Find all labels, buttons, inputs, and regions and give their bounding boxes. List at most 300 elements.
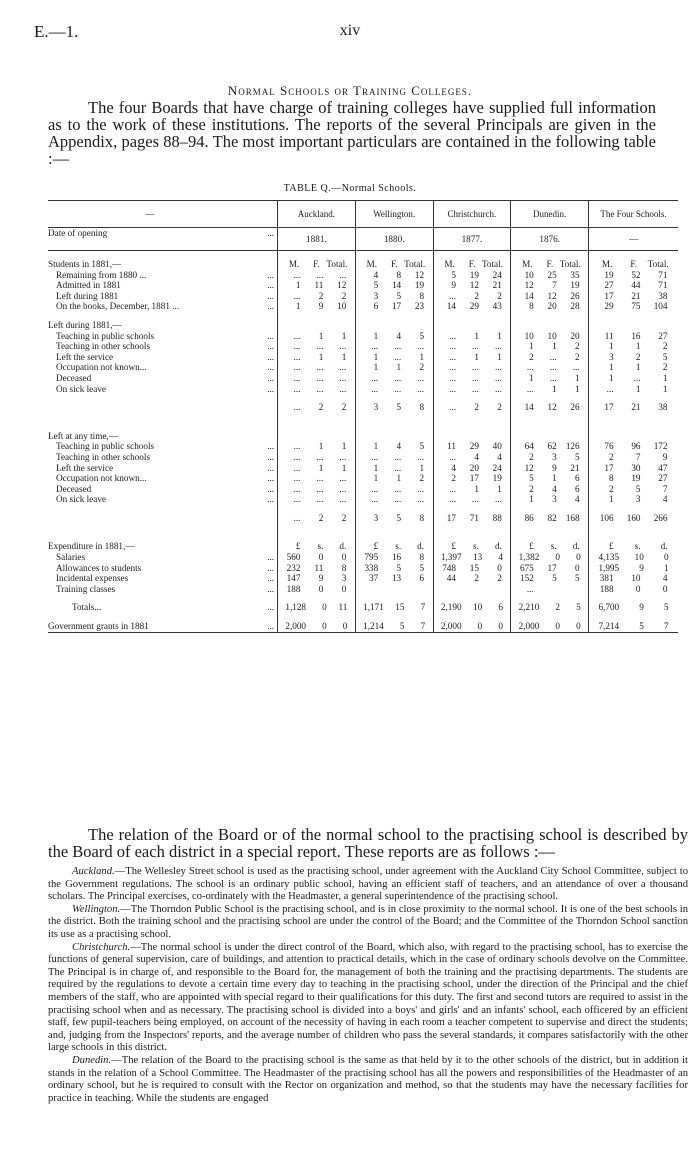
value: 21 (631, 402, 641, 413)
row-label: On the books, December, 1881 ... (56, 301, 180, 312)
value: 1 (608, 494, 614, 505)
value-group (356, 452, 433, 463)
row-label: Occupation not known... (56, 362, 147, 373)
district-name: Christchurch. (72, 941, 131, 953)
value: ... (449, 494, 456, 505)
value: 1,397 (440, 552, 462, 563)
value: 5 (576, 602, 581, 613)
row-dots: ... (267, 473, 274, 484)
value: 29 (469, 441, 479, 452)
value: 14 (391, 280, 402, 291)
district-paragraph (48, 942, 688, 1055)
value-group (511, 452, 588, 463)
row-label: Training classes (56, 583, 116, 594)
value-cell (511, 602, 589, 613)
row-label: Deceased (56, 372, 92, 383)
row-label: On sick leave (56, 383, 107, 394)
value-cell (589, 463, 678, 474)
row-label: On sick leave (56, 494, 107, 505)
row-dots: ... (267, 383, 274, 394)
spacer (511, 312, 589, 320)
value-group (511, 331, 588, 342)
empty-cell (278, 431, 356, 442)
value-group (356, 291, 433, 302)
value: 1 (529, 341, 534, 352)
value-group (511, 280, 588, 291)
value: 5 (575, 451, 580, 462)
spacer (433, 594, 511, 602)
value: 5 (419, 441, 425, 452)
row-dots (252, 402, 278, 413)
value: 17 (604, 290, 614, 301)
value: 5 (399, 621, 405, 632)
value-cell (278, 291, 356, 302)
value-cell (278, 552, 356, 563)
value: 2 (529, 483, 534, 494)
value: ... (417, 483, 425, 494)
value-cell (433, 301, 511, 312)
value-group (434, 384, 511, 395)
value: 1 (373, 462, 379, 473)
value-group (356, 441, 433, 452)
row-label: Left during 1881,— (48, 319, 122, 330)
value: M. (288, 259, 300, 269)
value-cell (355, 541, 433, 552)
value-cell (589, 494, 678, 505)
value: 26 (570, 290, 580, 301)
value: 1 (341, 351, 347, 362)
value: 0 (318, 583, 324, 594)
value-cell (589, 341, 678, 352)
value: 35 (570, 269, 580, 280)
value: 25 (547, 269, 557, 280)
value: ... (293, 341, 301, 352)
students-row (48, 301, 678, 312)
spacer-row (48, 613, 678, 621)
value: 0 (318, 552, 324, 563)
value-group (278, 402, 355, 413)
value: 266 (653, 512, 668, 523)
value-cell (433, 494, 511, 505)
value: 10 (524, 269, 534, 280)
value-cell (355, 362, 433, 373)
spacer (48, 413, 252, 431)
value-group (434, 552, 511, 563)
value: M. (522, 259, 533, 269)
row-dots: ... (267, 301, 274, 312)
value: 10 (547, 330, 557, 341)
value-cell (511, 259, 589, 270)
value-cell (433, 563, 511, 574)
value-group (356, 473, 433, 484)
value-group (356, 602, 433, 613)
value: ... (293, 351, 301, 362)
value: 0 (497, 562, 502, 573)
row-label: Left at any time,— (48, 430, 118, 441)
value-cell (511, 352, 589, 363)
value-cell (278, 473, 356, 484)
value-group (356, 341, 433, 352)
value-group (589, 259, 678, 270)
value-cell (589, 513, 678, 524)
value: s. (395, 541, 402, 552)
value: ... (339, 372, 347, 383)
value-cell (589, 331, 678, 342)
value-group (434, 573, 511, 584)
row-dots: ... (267, 341, 274, 352)
value-cell (278, 484, 356, 495)
value: 0 (322, 602, 327, 613)
value: ... (316, 383, 324, 394)
value-group (434, 621, 511, 632)
leftany-row (48, 473, 678, 484)
value: 19 (604, 269, 614, 280)
spacer (355, 505, 433, 513)
value-group (278, 270, 355, 281)
value-cell (278, 463, 356, 474)
value-cell (278, 513, 356, 524)
value-group (278, 341, 355, 352)
value-group (356, 373, 433, 384)
value: 21 (570, 462, 580, 473)
value-group (511, 473, 588, 484)
students-row (48, 291, 678, 302)
value-cell (433, 602, 511, 613)
value-cell (355, 494, 433, 505)
row-dots (252, 431, 278, 442)
value: 2 (529, 351, 534, 362)
row-label: Government grants in 1881 (48, 621, 252, 632)
value: ... (293, 290, 301, 301)
value: 0 (477, 621, 483, 632)
expenditure-row (48, 563, 678, 574)
left1881-title-row (48, 320, 678, 331)
left1881-row (48, 331, 678, 342)
row-dots: ... (267, 494, 274, 505)
value: 5 (396, 402, 402, 413)
spacer (589, 594, 678, 602)
value-group (278, 259, 355, 270)
value: ... (371, 341, 379, 352)
value: s. (317, 541, 324, 552)
row-dots: ... (267, 573, 274, 584)
spacer-row (48, 523, 678, 541)
value: 13 (391, 573, 402, 584)
value: 381 (599, 573, 614, 584)
value: 2,000 (440, 621, 462, 632)
value-cell (355, 473, 433, 484)
value-cell (355, 563, 433, 574)
value-group (434, 373, 511, 384)
value: 338 (364, 562, 379, 573)
value: 1 (635, 341, 641, 352)
spacer (355, 394, 433, 402)
value: 7 (420, 621, 426, 632)
empty-cell (589, 431, 678, 442)
spacer (48, 613, 252, 621)
row-dots: ... (252, 621, 278, 632)
value: Total. (326, 259, 348, 269)
value: ... (339, 341, 347, 352)
value-group (356, 494, 433, 505)
value: 1 (664, 562, 669, 573)
value: ... (371, 451, 379, 462)
value: ... (316, 473, 324, 484)
value: 4 (575, 494, 580, 505)
value: 7 (552, 280, 557, 291)
section-heading: Normal Schools or Training Colleges. (227, 83, 473, 98)
row-dots: ... (267, 451, 274, 462)
row-dots: ... (267, 583, 274, 594)
value: 44 (446, 573, 456, 584)
value: 2 (341, 290, 347, 301)
row-dots (252, 513, 278, 524)
spacer (589, 394, 678, 402)
value: ... (394, 341, 402, 352)
value-group (511, 621, 588, 632)
value-group (511, 291, 588, 302)
value: 1 (419, 351, 425, 362)
value-cell (355, 463, 433, 474)
value-cell (433, 473, 511, 484)
value-cell (433, 513, 511, 524)
value-cell (278, 541, 356, 552)
value-cell (355, 584, 433, 595)
value-group (511, 541, 588, 552)
value-group (511, 552, 588, 563)
value-group (511, 563, 588, 574)
value: 12 (337, 280, 347, 291)
value: d. (494, 541, 502, 552)
value-group (278, 513, 355, 524)
value-cell (433, 463, 511, 474)
value-cell (589, 291, 678, 302)
value: F. (630, 259, 637, 269)
leftany-total-row (48, 513, 678, 524)
value-cell (355, 373, 433, 384)
value: 8 (608, 473, 614, 484)
value-group (434, 513, 511, 524)
spacer (48, 594, 252, 602)
spacer (252, 312, 278, 320)
value-cell (589, 602, 678, 613)
value: 795 (364, 552, 379, 563)
value-group (434, 331, 511, 342)
value: 106 (599, 512, 614, 523)
empty-cell (511, 320, 589, 331)
value: 96 (631, 441, 641, 452)
value: 3 (373, 402, 379, 413)
value: ... (293, 402, 301, 413)
value: Total. (481, 259, 503, 269)
value: F. (546, 259, 554, 269)
value: 38 (658, 402, 668, 413)
value: 12 (524, 280, 534, 291)
value: 1 (552, 383, 557, 394)
value: 1 (373, 441, 379, 452)
value: 2 (497, 402, 502, 413)
spacer (278, 251, 356, 260)
value: ... (293, 269, 301, 280)
value-cell: 1881. (278, 228, 356, 251)
col-christchurch: Christchurch. (433, 201, 511, 228)
value-cell (355, 270, 433, 281)
value: ... (394, 483, 402, 494)
value: 8 (419, 552, 425, 563)
value: 10 (524, 330, 534, 341)
spacer (252, 505, 278, 513)
value: ... (449, 362, 456, 373)
value-cell (433, 259, 511, 270)
value-cell (278, 301, 356, 312)
value: 27 (658, 473, 668, 484)
spacer (278, 613, 356, 621)
value: 5 (419, 330, 425, 341)
spacer-row (48, 251, 678, 260)
value: d. (572, 541, 580, 552)
value: 5 (373, 280, 379, 291)
value: 71 (469, 512, 479, 523)
value-cell (355, 552, 433, 563)
value: 0 (555, 552, 560, 563)
spacer (355, 312, 433, 320)
students-row (48, 270, 678, 281)
value-group (589, 513, 678, 524)
value: ... (293, 473, 301, 484)
value: 10 (631, 573, 641, 584)
table-caption: TABLE Q.—Normal Schools. (283, 183, 417, 194)
value: 3 (373, 290, 379, 301)
value: 7,214 (598, 621, 620, 632)
value: ... (417, 451, 425, 462)
value: 20 (547, 301, 557, 312)
value-group (278, 463, 355, 474)
value-cell (433, 584, 511, 595)
value-cell (433, 402, 511, 413)
value: 1 (373, 473, 379, 484)
value-cell (278, 441, 356, 452)
value-group (589, 402, 678, 413)
value: ... (417, 341, 425, 352)
value: s. (473, 541, 479, 552)
value: ... (339, 362, 347, 373)
value-group (434, 352, 511, 363)
value-cell (511, 301, 589, 312)
value: 2 (419, 473, 425, 484)
value: ... (449, 383, 456, 394)
value-group (434, 402, 511, 413)
value-cell (433, 352, 511, 363)
value-cell (511, 463, 589, 474)
spacer (48, 505, 252, 513)
value: £ (451, 541, 456, 552)
value-group (589, 573, 678, 584)
value: 6 (575, 473, 580, 484)
value: 0 (498, 621, 503, 632)
spacer (48, 394, 252, 402)
value-group (356, 352, 433, 363)
row-label: Date of opening (48, 228, 252, 251)
value-group (434, 602, 511, 613)
value-cell (511, 513, 589, 524)
value-cell (433, 331, 511, 342)
district-name: Dunedin. (72, 1054, 112, 1066)
value: 28 (570, 301, 580, 312)
value: 1 (474, 483, 479, 494)
value: 8 (396, 269, 402, 280)
value-cell (355, 341, 433, 352)
value-group (589, 270, 678, 281)
value-cell (433, 291, 511, 302)
value-group (356, 573, 433, 584)
value-cell (355, 621, 433, 632)
value-group (434, 484, 511, 495)
value: 8 (419, 402, 425, 413)
value-cell (589, 584, 678, 595)
value: 0 (635, 583, 641, 594)
value: 38 (658, 290, 668, 301)
value: 30 (631, 462, 641, 473)
value: 0 (576, 621, 581, 632)
row-dots: ... (252, 228, 278, 251)
header-stub: — (48, 201, 252, 228)
value-cell: — (589, 228, 678, 251)
value: 2 (575, 341, 580, 352)
district-text: —The relation of the Board to the practising school is the same as that held by it to the other schools of the district, but in addition it stands in the relation of a School Committee. The Headmaster of the practising school has all the powers and responsibilities of the Headmaster of an ordinary school, but he is required to consult with the Rector on organization and method, so that the students may have the necessary facilities for practice in teaching. While the students are engaged (48, 1054, 688, 1104)
spacer (48, 523, 252, 541)
value: 1 (635, 362, 641, 373)
left1881-row (48, 373, 678, 384)
value: 3 (635, 494, 641, 505)
value-cell (433, 280, 511, 291)
value: 16 (631, 330, 641, 341)
value-cell (278, 270, 356, 281)
value-cell (355, 291, 433, 302)
value: ... (526, 383, 534, 394)
row-label (48, 402, 252, 413)
value: 7 (662, 483, 668, 494)
value: 8 (419, 512, 425, 523)
value: ... (494, 341, 502, 352)
value-cell (589, 552, 678, 563)
value-cell (589, 473, 678, 484)
value: 3 (552, 494, 557, 505)
value: ... (316, 451, 324, 462)
value: Total. (559, 259, 581, 269)
spacer (252, 251, 278, 260)
value: 10 (337, 301, 347, 312)
value: 12 (414, 269, 425, 280)
value: 5 (639, 621, 644, 632)
empty-cell (433, 431, 511, 442)
value: 172 (653, 441, 668, 452)
value-cell (278, 384, 356, 395)
value: 2 (555, 602, 560, 613)
value-cell (433, 373, 511, 384)
value: 8 (419, 290, 425, 301)
value: 24 (492, 269, 502, 280)
value-cell (433, 573, 511, 584)
value: 152 (519, 573, 534, 584)
value: ... (293, 372, 301, 383)
value: 9 (552, 462, 557, 473)
row-label: Admitted in 1881 (56, 280, 121, 291)
value-cell (278, 621, 356, 632)
value: 232 (286, 562, 301, 573)
value: 1,995 (598, 562, 620, 573)
spacer (589, 413, 678, 431)
value: 1 (318, 441, 324, 452)
